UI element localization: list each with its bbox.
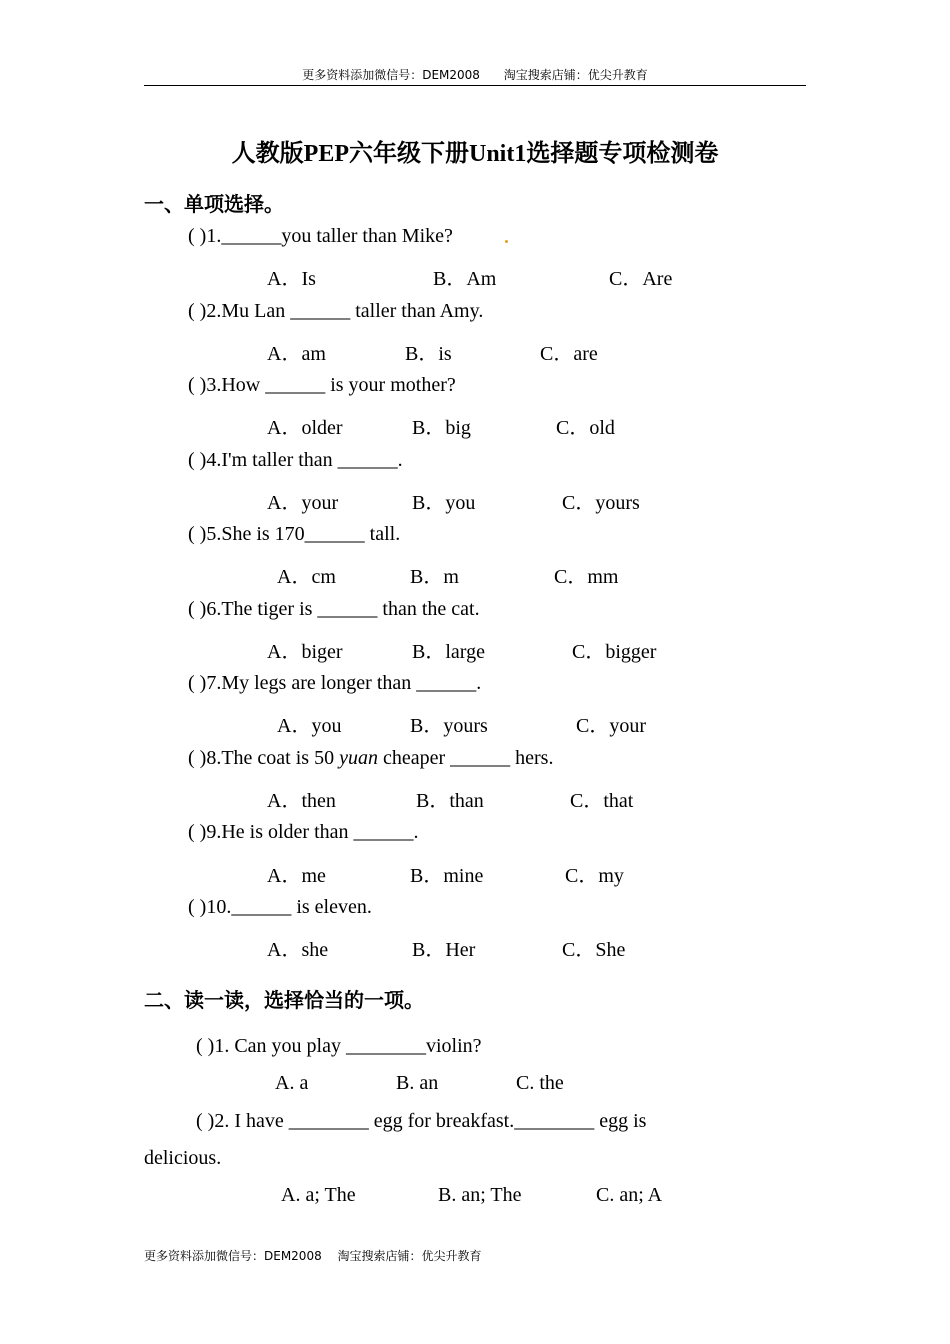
q2-option-b: B．is bbox=[405, 343, 452, 365]
q7-option-b: B．yours bbox=[410, 715, 488, 737]
question-5: ( )5.She is 170______ tall. bbox=[188, 523, 401, 545]
q8-stem-post: cheaper ______ hers. bbox=[377, 747, 554, 769]
q8-option-c: C．that bbox=[570, 790, 634, 812]
q4-option-c: C．yours bbox=[562, 492, 640, 514]
q3-option-c: C．old bbox=[556, 417, 615, 439]
question-7: ( )7.My legs are longer than ______. bbox=[188, 672, 482, 694]
q5-option-a: A．cm bbox=[277, 566, 336, 588]
question-9: ( )9.He is older than ______. bbox=[188, 821, 419, 843]
page-title: 人教版PEP六年级下册Unit1选择题专项检测卷 bbox=[231, 141, 719, 167]
q4-option-a: A．your bbox=[267, 492, 339, 514]
q7-option-c: C．your bbox=[576, 715, 646, 737]
q2-option-c: C．are bbox=[540, 343, 598, 365]
q3-option-b: B．big bbox=[412, 417, 471, 439]
q1-option-a: A．Is bbox=[267, 268, 316, 290]
s2-q1-option-c: C. the bbox=[516, 1072, 564, 1094]
q6-option-b: B．large bbox=[412, 641, 485, 663]
question-4: ( )4.I'm taller than ______. bbox=[188, 449, 403, 471]
q6-option-a: A．biger bbox=[267, 641, 343, 663]
footer-wechat: 更多资料添加微信号：DEM2008 bbox=[144, 1249, 322, 1263]
q9-option-b: B．mine bbox=[410, 865, 484, 887]
s2-q2-option-b: B. an; The bbox=[438, 1184, 522, 1206]
q9-option-a: A．me bbox=[267, 865, 326, 887]
s2-question-1: ( )1. Can you play ________violin? bbox=[196, 1035, 482, 1057]
q8-option-b: B．than bbox=[416, 790, 484, 812]
question-10: ( )10.______ is eleven. bbox=[188, 896, 372, 918]
question-2: ( )2.Mu Lan ______ taller than Amy. bbox=[188, 300, 484, 322]
q1-option-c: C．Are bbox=[609, 268, 673, 290]
q8-option-a: A．then bbox=[267, 790, 336, 812]
header-wechat: 更多资料添加微信号：DEM2008 bbox=[302, 68, 480, 82]
q9-option-c: C．my bbox=[565, 865, 624, 887]
q4-option-b: B．you bbox=[412, 492, 476, 514]
s2-q2-option-a: A. a; The bbox=[281, 1184, 356, 1206]
q5-option-b: B．m bbox=[410, 566, 459, 588]
q1-option-b: B．Am bbox=[433, 268, 497, 290]
footer-shop: 淘宝搜索店铺：优尖升教育 bbox=[337, 1249, 482, 1263]
header-divider bbox=[144, 85, 806, 86]
s2-q1-option-a: A. a bbox=[275, 1072, 309, 1094]
decorative-dot bbox=[505, 240, 508, 243]
q6-option-c: C．bigger bbox=[572, 641, 657, 663]
question-6: ( )6.The tiger is ______ than the cat. bbox=[188, 598, 480, 620]
q5-option-c: C．mm bbox=[554, 566, 619, 588]
s2-q1-option-b: B. an bbox=[396, 1072, 439, 1094]
q10-option-c: C．She bbox=[562, 939, 626, 961]
s2-question-2: ( )2. I have ________ egg for breakfast.________ egg is bbox=[196, 1110, 647, 1132]
section1-heading: 一、单项选择。 bbox=[144, 192, 284, 216]
q3-option-a: A．older bbox=[267, 417, 343, 439]
q10-option-a: A．she bbox=[267, 939, 329, 961]
page-footer bbox=[144, 1247, 494, 1264]
page-header bbox=[144, 66, 806, 83]
q7-option-a: A．you bbox=[277, 715, 342, 737]
q8-stem-italic: yuan bbox=[339, 747, 378, 769]
q10-option-b: B．Her bbox=[412, 939, 476, 961]
question-8 bbox=[188, 747, 553, 770]
question-1: ( )1.______you taller than Mike? bbox=[188, 225, 453, 247]
section2-heading: 二、读一读，选择恰当的一项。 bbox=[144, 988, 424, 1012]
header-shop: 淘宝搜索店铺：优尖升教育 bbox=[503, 68, 648, 82]
s2-question-2-continued: delicious. bbox=[144, 1147, 222, 1169]
question-3: ( )3.How ______ is your mother? bbox=[188, 374, 456, 396]
s2-q2-option-c: C. an; A bbox=[596, 1184, 663, 1206]
q8-stem-pre: ( )8.The coat is 50 bbox=[188, 747, 340, 769]
q2-option-a: A．am bbox=[267, 343, 326, 365]
